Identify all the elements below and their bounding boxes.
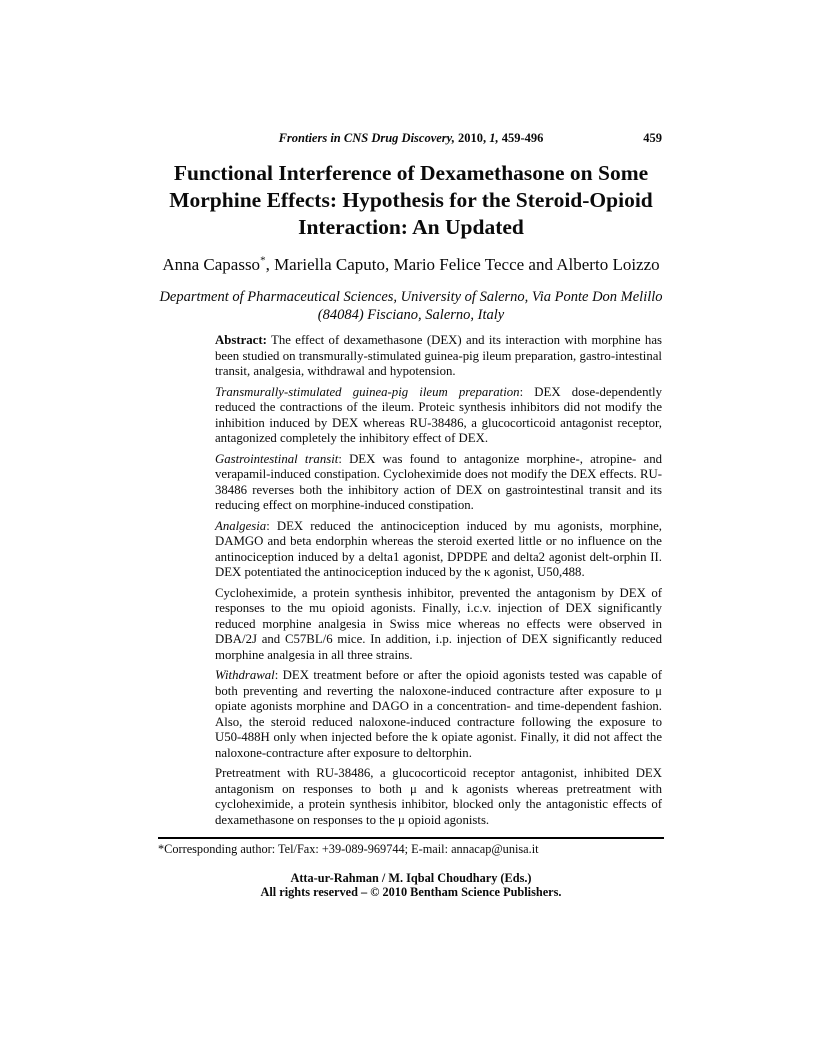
journal-pages: 459-496 [501,131,544,145]
affiliation-line-1: Department of Pharmaceutical Sciences, University of Salerno, Via Ponte Don Melillo [159,289,663,305]
paragraph-text: Pretreatment with RU-38486, a glucocorticoid receptor antagonist, inhibited DEX antagonism on responses to both μ and k agonists whereas pretreatment with cycloheximide, a protein synthesis inhibitor, blocked only the antagonistic effects of dexamethasone on responses to the μ opioid agonists. [215,766,662,827]
title-line-1: Functional Interference of Dexamethasone on Some [173,161,649,185]
title-line-3: Interaction: An Updated [298,215,524,239]
abstract-paragraph-1 [215,333,662,380]
authors-line [158,254,664,275]
article-title [158,160,664,241]
journal-reference [279,131,544,145]
abstract-paragraph-7 [215,766,662,828]
title-line-2: Morphine Effects: Hypothesis for the Steroid-Opioid [169,188,653,212]
corresponding-author-marker: * [260,254,266,267]
paragraph-lead: Analgesia [215,518,267,533]
running-header [158,131,664,146]
abstract-paragraph-3 [215,452,662,514]
editors-line: Atta-ur-Rahman / M. Iqbal Choudhary (Eds.) [290,871,532,885]
journal-name: Frontiers in CNS Drug Discovery, [278,131,458,145]
footnote-rule [158,837,664,839]
journal-volume: 1, [489,131,502,145]
paragraph-text: Cycloheximide, a protein synthesis inhibitor, prevented the antagonism by DEX of responses to the mu opioid agonists. Finally, i.c.v. injection of DEX significantly reduced morphine analgesia in Swiss mice whereas no effects were observed in DBA/2J and C57BL/6 mice. In addition, i.p. injection of DEX significantly reduced morphine analgesia in all three strains. [215,585,662,662]
authors-rest: , Mariella Caputo, Mario Felice Tecce and Alberto Loizzo [265,255,660,274]
copyright-line: All rights reserved – © 2010 Bentham Science Publishers. [260,884,562,899]
page-content [158,131,664,899]
paragraph-lead: Abstract: [215,333,267,347]
abstract-paragraph-5 [215,586,662,664]
abstract-paragraph-4 [215,519,662,581]
paragraph-text: : DEX was found to antagonize morphine-, atropine- and verapamil-induced constipation. Cycloheximide does not modify the DEX effects. RU-38486 reverses both the inhibitory action of DEX on gastrointestinal transit and its reducing effect on morphine-induced constipation. [215,451,662,512]
affiliation [158,289,664,324]
paragraph-text: : DEX dose-dependently reduced the contractions of the ileum. Proteic synthesis inhibitors did not modify the inhibition induced by DEX whereas RU-38486, a glucocorticoid antagonist receptor, antagonized completely the inhibitory effect of DEX. [215,384,663,445]
author-first: Anna Capasso [162,255,261,274]
book-footer [158,872,664,899]
paragraph-lead: Gastrointestinal transit [215,451,339,466]
paragraph-lead: Withdrawal [215,668,275,682]
paragraph-text: : DEX reduced the antinociception induced by mu agonists, morphine, DAMGO and beta endorphin whereas the steroid exerted little or no influence on the antinociception induced by a delta1 agonist, DPDPE and delta2 agonist delt-orphin II. DEX potentiated the antinociception induced by the κ agonist, U50,488. [215,518,662,579]
corresponding-author-note: *Corresponding author: Tel/Fax: +39-089-969744; E-mail: annacap@unisa.it [158,842,539,856]
journal-year: 2010, [458,131,490,145]
page-number: 459 [643,131,662,145]
abstract-paragraph-6 [215,668,662,761]
abstract-paragraph-2 [215,385,662,447]
abstract [215,333,662,828]
paragraph-text: : DEX treatment before or after the opioid agonists tested was capable of both preventing and reverting the naloxone-induced contracture after exposure to μ opiate agonists morphine and DAGO in a concentration- and time-dependent fashion. Also, the steroid reduced naloxone-induced contracture following the exposure to U50-488H only when injected before the k opiate agonist. Finally, it did not affect the naloxone-contracture after exposure to deltorphin. [215,668,662,760]
affiliation-line-2: (84084) Fisciano, Salerno, Italy [317,306,505,323]
paragraph-lead: Transmurally-stimulated guinea-pig ileum preparation [215,384,520,399]
paragraph-text: The effect of dexamethasone (DEX) and its interaction with morphine has been studied on transmurally-stimulated guinea-pig ileum preparation, gastro-intestinal transit, analgesia, withdrawal and hypotension. [215,333,662,378]
